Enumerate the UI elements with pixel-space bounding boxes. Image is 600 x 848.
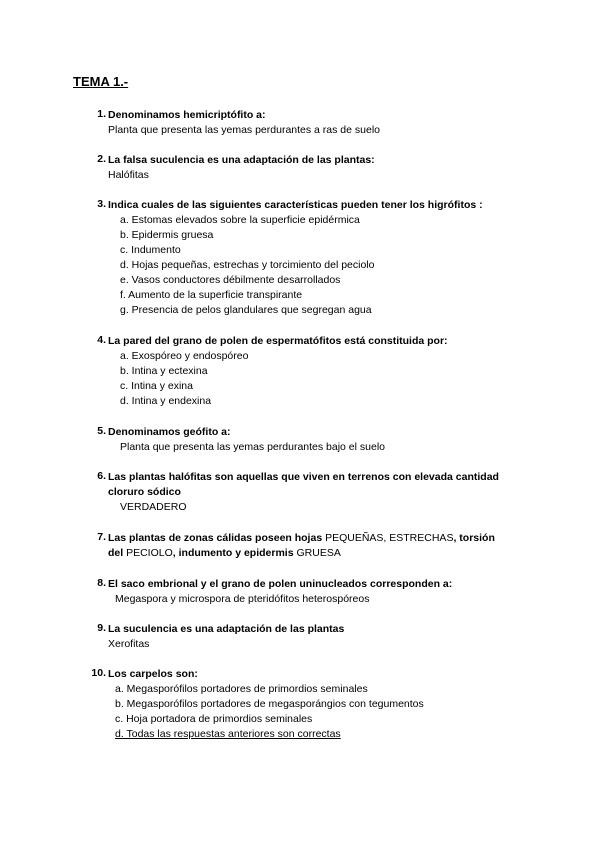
question-text-line2: cloruro sódico: [108, 486, 181, 498]
answer-text: VERDADERO: [120, 501, 187, 513]
answer-text: PEQUEÑAS, ESTRECHAS: [325, 532, 454, 544]
option-item: d. Hojas pequeñas, estrechas y torcimiento del peciolo: [120, 259, 375, 271]
option-item: c. Intina y exina: [120, 380, 193, 392]
question-number: 9.: [97, 622, 106, 634]
question-number: 1.: [97, 108, 106, 120]
option-item: d. Intina y endexina: [120, 395, 212, 407]
question-text: Los carpelos son:: [108, 668, 198, 680]
question-text: La suculencia es una adaptación de las plantas: [108, 623, 345, 635]
answer-text: Halófitas: [108, 169, 149, 181]
question-text: , indumento y epidermis: [172, 547, 297, 559]
option-item: a. Estomas elevados sobre la superficie epidérmica: [120, 214, 360, 226]
option-item: e. Vasos conductores débilmente desarrollados: [120, 274, 341, 286]
question-number: 4.: [97, 334, 106, 346]
answer-text: Planta que presenta las yemas perdurantes a ras de suelo: [108, 124, 381, 136]
option-item: c. Hoja portadora de primordios seminales: [115, 713, 313, 725]
question-text: La pared del grano de polen de espermatófitos está constituida por:: [108, 335, 448, 347]
answer-text: Megaspora y microspora de pteridófitos heterospóreos: [115, 593, 370, 605]
question-text-line2: [108, 546, 528, 561]
question-text: La falsa suculencia es una adaptación de las plantas:: [108, 154, 375, 166]
question-text: , torsión: [453, 532, 495, 544]
option-item: b. Megasporófilos portadores de megasporángios con tegumentos: [115, 698, 424, 710]
question-number: 5.: [97, 425, 106, 437]
answer-text: Planta que presenta las yemas perdurantes bajo el suelo: [120, 441, 386, 453]
page-title: TEMA 1.-: [73, 74, 129, 89]
option-item-correct: d. Todas las respuestas anteriores son correctas: [115, 728, 341, 740]
answer-text: GRUESA: [296, 547, 341, 559]
question-text: del: [108, 547, 127, 559]
question-text-line1: [108, 531, 548, 546]
option-item: b. Epidermis gruesa: [120, 229, 214, 241]
question-number: 8.: [97, 577, 106, 589]
question-number: 7.: [97, 531, 106, 543]
answer-text: Xerofitas: [108, 638, 150, 650]
option-item: f. Aumento de la superficie transpirante: [120, 289, 303, 301]
question-number: 6.: [97, 470, 106, 482]
option-item: b. Intina y ectexina: [120, 365, 208, 377]
option-item: g. Presencia de pelos glandulares que segregan agua: [120, 304, 372, 316]
option-item: a. Exospóreo y endospóreo: [120, 350, 249, 362]
answer-text: PECIOLO: [126, 547, 173, 559]
option-item: c. Indumento: [120, 244, 181, 256]
question-number: 3.: [97, 198, 106, 210]
question-text: El saco embrional y el grano de polen uninucleados corresponden a:: [108, 578, 453, 590]
question-number: 2.: [97, 153, 106, 165]
question-text: Denominamos hemicriptófito a:: [108, 109, 266, 121]
question-text: Indica cuales de las siguientes características pueden tener los higrófitos :: [108, 199, 483, 211]
question-number: 10.: [91, 667, 106, 679]
option-item: a. Megasporófilos portadores de primordios seminales: [115, 683, 368, 695]
question-text: Las plantas de zonas cálidas poseen hojas: [108, 532, 326, 544]
question-text: Denominamos geófito a:: [108, 426, 231, 438]
question-text-line1: Las plantas halófitas son aquellas que viven en terrenos con elevada cantidad: [108, 471, 499, 483]
